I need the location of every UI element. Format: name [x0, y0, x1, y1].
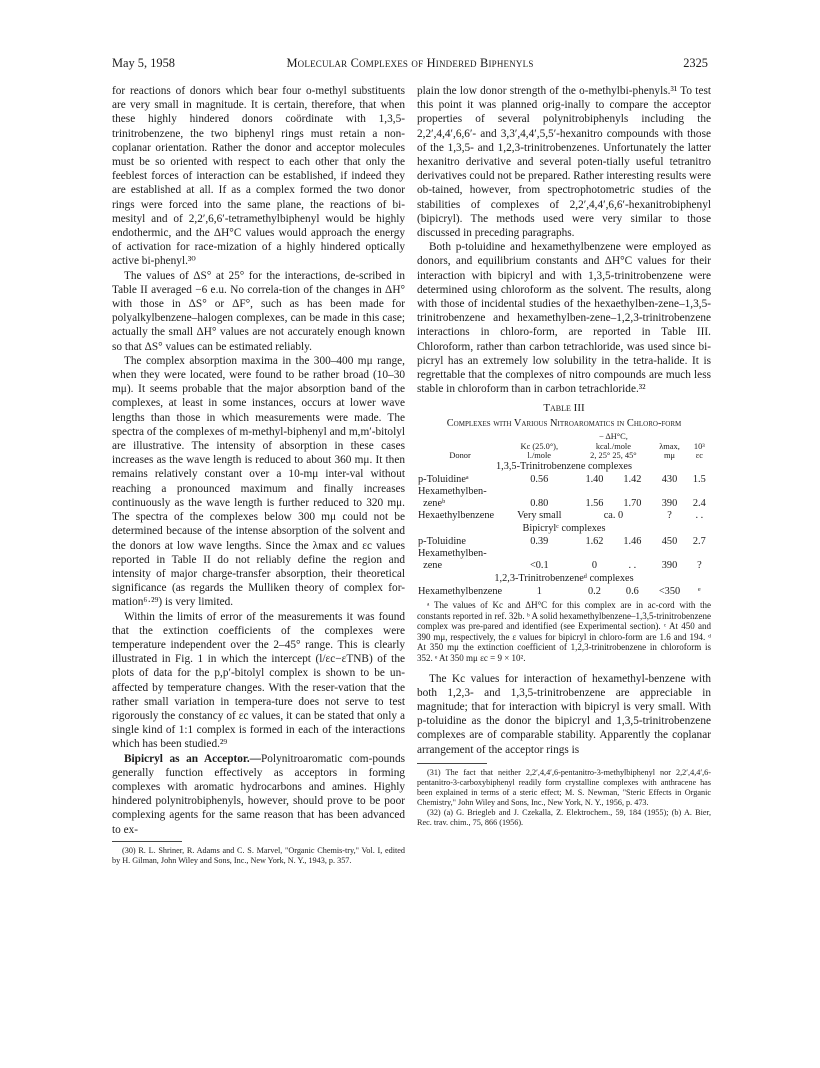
header-date: May 5, 1958 — [112, 56, 175, 70]
section-heading: Bipicryl as an Acceptor.— — [124, 752, 261, 765]
col-header-kc: Kc (25.0°), l./mole — [520, 441, 559, 460]
paragraph: The complex absorption maxima in the 300–400 mμ range, when they were located, were found to be rather broad (10–30 mμ). It seems probable that the major absorption band of the complexes, at least in some instances, occurs at lower wave lengths than those in which measurements were made. The spectra of the complexes of m-methyl-biphenyl and m,m′-bitolyl are illustrative. The intensity of absorption in these cases increases as the wave length is reduced to about 360 mμ. It then remains relatively constant over a 10-mμ inter-val without reaching a pronounced maximum and finally increases continuously as the wave length is further reduced to 320 mμ. The spectra of the complexes below 300 mμ could not be determined because of the intense absorption of the solvent and the donors at low wave lengths. Since the λmax and εc values reported in Table II do not reliably define the region and intensity of major charge-transfer absorption, their theoretical significance (as regards the Mulliken theory of complex for-mation⁶·²⁹) is very limited. — [112, 354, 405, 609]
col-header-dh: − ΔH°C, kcal./mole 2, 25° 25, 45° — [590, 432, 637, 460]
paragraph-body: Polynitroaromatic com-pounds generally function effectively as acceptors in forming complexes with aromatic hydrocarbons and amines. Highly hindered polynitrobiphenyls, however, should prove to be poor complexing agents for the same reason that has been advanced to ex- — [112, 752, 405, 836]
table-row: Hexamethylben- zeneᵇ 0.80 1.56 1.70 390 2.4 — [418, 486, 706, 510]
footnote: (32) (a) G. Briegleb and J. Czekalla, Z. Elektrochem., 59, 184 (1955); (b) A. Bier, Rec. trav. chim., 75, 866 (1956). — [417, 807, 711, 827]
footnote-rule — [417, 763, 487, 764]
page-number: 2325 — [683, 56, 708, 70]
table-title: Complexes with Various Nitroaromatics in Chloro-form — [446, 418, 682, 430]
right-column — [417, 84, 711, 828]
footnote-rule — [112, 841, 182, 842]
table-notes — [417, 600, 711, 664]
table-row: p-Toluidine 0.39 1.62 1.46 450 2.7 — [418, 536, 706, 548]
paragraph: The Kc values for interaction of hexamethyl-benzene with both 1,2,3- and 1,3,5-trinitrobenzene are appreciable in magnitude; that for interaction with bipicryl is very small. With p-toluidine as the donor the bipicryl and 1,3,5-trinitrobenzene complexes are of comparable stability. Apparently the coplanar arrangement of the acceptor rings is — [417, 672, 711, 756]
footnotes — [417, 768, 711, 828]
footnote: (30) R. L. Shriner, R. Adams and C. S. Marvel, "Organic Chemis-try," Vol. I, edited by H. Gilman, John Wiley and Sons, Inc., New York, N. Y., 1943, p. 357. — [112, 845, 405, 865]
col-header-lmax: λmax, mμ — [659, 441, 680, 460]
col-header-donor: Donor — [449, 450, 471, 460]
table-footnotes: ᵃ The values of Kc and ΔH°C for this complex are in ac-cord with the constants reported in ref. 32b. ᵇ A solid hexamethylbenzene–1,3,5-trinitrobenzene complex was pre-pared and identified (see Experimental section). ᶜ At 450 and 390 mμ, respectively, the ε values for bipicryl in chloro-form are 1.6 and 194. ᵈ At 350 mμ the extinction coefficient of 1,2,3-trinitrobenzene in chloroform is 352. ᵉ At 350 mμ εc = 9 × 10². — [417, 600, 711, 664]
table-row: p-Toluidineᵃ 0.56 1.40 1.42 430 1.5 — [418, 474, 706, 486]
paragraph: for reactions of donors which bear four o-methyl substituents are very small in magnitude. It is certain, therefore, that when these highly hindered donors coördinate with 1,3,5-trinitrobenzene, the two biphenyl rings must retain a non-coplanar orientation. Rather the donor and acceptor molecules must be so oriented with respect to each other that only the feeblest forces of interaction can be established, if indeed they are established at all. If as a complex formed the two donor rings were forced into the same plane, the reactions of bi-mesityl and of 2,2′,6,6′-tetramethylbiphenyl would be highly endothermic, and the ΔH°C values would approach the energy of activation for race-mization of a highly hindered optically active bi-phenyl.³⁰ — [112, 85, 405, 268]
table-caption: Table III — [543, 402, 585, 415]
footnote: (31) The fact that neither 2,2′,4,4′,6-pentanitro-3-methylbiphenyl nor 2,2′,4,4′,6-pentanitro-3-carboxybiphenyl readily form crystalline complexes with anthracene has been explained in terms of a steric effect; M. S. Newman, "Steric Effects in Organic Chemistry," John Wiley and Sons, Inc., New York, N. Y., 1956, p. 473. — [417, 767, 711, 807]
col-header-ec: 10³ εc — [693, 441, 705, 460]
paragraph: The values of ΔS° at 25° for the interactions, de-scribed in Table II averaged −6 e.u. No correla-tion of the changes in ΔH° with those in ΔS° or ΔF°, such as has been made for polyalkylbenzene–halogen complexes, can be made in this case; actually the small ΔH° values are not accurately enough known so that ΔS° values can be estimated reliably. — [112, 269, 405, 353]
footnotes — [112, 846, 405, 866]
left-column — [112, 84, 405, 866]
paragraph: plain the low donor strength of the o-methylbi-phenyls.³¹ To test this point it was planned orig-inally to compare the acceptor properties of several polynitrobiphenyls including the 2,2′,4,4′,6,6′- and 3,3′,4,4′,5,5′-hexanitro compounds with those of the 1,3,5- and 1,2,3-trinitrobenzenes. Unfortunately the latter hexanitro derivative and several poten-tially useful tetranitro derivatives could not be prepared. Rather interesting results were ob-tained, however, from spectrophotometric studies of the stabilities of complexes of 2,2′,4,4′,6,6′-hexanitrobiphenyl (bipicryl). The methods used were very similar to those discussed in preceding paragraphs. — [417, 85, 711, 240]
paragraph: Both p-toluidine and hexamethylbenzene were employed as donors, and equilibrium constants and ΔH°C values for their interaction with bipicryl and with 1,3,5-trinitrobenzene were determined using chloroform as the solvent. The results, along with those of incidental studies of the hexaethylben-zene–1,3,5-trinitrobenzene and hexamethylben-zene–1,2,3-trinitrobenzene interactions in chloro-form, are reported in Table III. Chloroform, rather than carbon tetrachloride, was used since bi-picryl has an extremely low solubility in the tetra-halide. It is regrettable that the complexes of nitro compounds are much less stable in chloroform than in carbon tetrachloride.³² — [417, 241, 711, 396]
paragraph — [112, 752, 405, 837]
paragraph: Within the limits of error of the measurements it was found that the extinction coefficients of the complexes were temperature independent over the 2–45° range. This is clearly illustrated in Fig. 1 in which the intercept (l/εc−εTNB) of the plots of data for the p,p′-bitolyl complex is shown to be un-affected by temperature changes. With the reser-vation that the rather small variation in tempera-ture does not serve to test rigorously the constancy of εc values, it can be stated that only a single kind of 1:1 complex is formed in each of the interactions which has been studied.²⁹ — [112, 610, 405, 751]
table-header-row — [417, 432, 711, 460]
table-group-label: 1,3,5-Trinitrobenzene complexes — [495, 461, 633, 473]
table-group-label: 1,2,3-Trinitrobenzeneᵈ complexes — [494, 573, 634, 585]
table-row: Hexaethylbenzene Very small ca. 0 ? . . — [418, 510, 704, 522]
running-head — [112, 56, 708, 72]
table-row: Hexamethylben- zene <0.1 0 . . 390 ? — [418, 548, 702, 572]
table-group-label: Bipicrylᶜ complexes — [522, 523, 606, 535]
table-row: Hexamethylbenzene 1 0.2 0.6 <350 ᵉ — [418, 586, 701, 598]
table-iii — [417, 432, 711, 598]
header-title: Molecular Complexes of Hindered Biphenyls — [286, 56, 534, 70]
